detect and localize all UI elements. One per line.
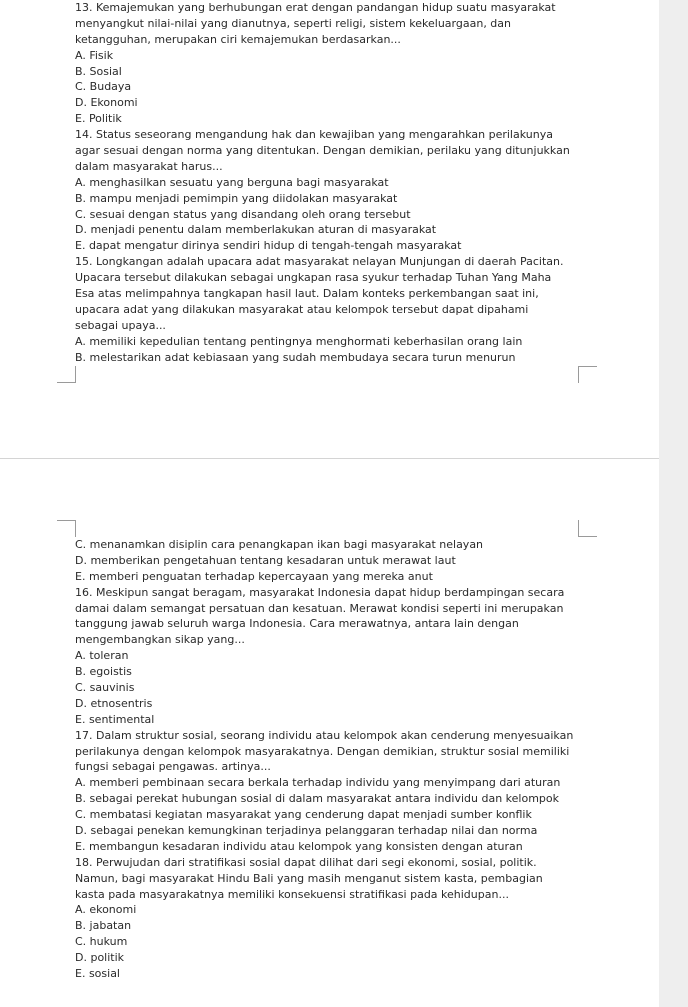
text-line: E. membangun kesadaran individu atau kelompok yang konsisten dengan aturan: [75, 839, 523, 853]
text-line: A. toleran: [75, 649, 129, 663]
page-divider: [0, 458, 659, 459]
crop-mark-bottom-left: [57, 520, 76, 537]
text-line: upacara adat yang dilakukan masyarakat atau kelompok tersebut dapat dipahami: [75, 302, 529, 316]
text-line: B. melestarikan adat kebiasaan yang sudah membudaya secara turun menurun: [75, 350, 516, 364]
text-line: Upacara tersebut dilakukan sebagai ungkapan rasa syukur terhadap Tuhan Yang Maha: [75, 271, 552, 285]
text-line: E. sentimental: [75, 712, 155, 726]
text-line: C. hukum: [75, 935, 128, 949]
text-line: C. membatasi kegiatan masyarakat yang cenderung dapat menjadi sumber konflik: [75, 808, 532, 822]
text-line: 17. Dalam struktur sosial, seorang individu atau kelompok akan cenderung menyesuaikan: [75, 728, 574, 742]
crop-mark-top-right: [578, 366, 597, 383]
text-line: sebagai upaya...: [75, 318, 166, 332]
text-line: D. memberikan pengetahuan tentang kesadaran untuk merawat laut: [75, 553, 456, 567]
text-line: B. egoistis: [75, 665, 132, 679]
text-line: E. memberi penguatan terhadap kepercayaan yang mereka anut: [75, 569, 433, 583]
text-line: E. sosial: [75, 967, 120, 981]
crop-mark-top-left: [57, 366, 76, 383]
text-line: 14. Status seseorang mengandung hak dan kewajiban yang mengarahkan perilakunya: [75, 128, 553, 142]
text-line: Esa atas melimpahnya tangkapan hasil laut. Dalam konteks perkembangan saat ini,: [75, 287, 539, 301]
text-line: D. menjadi penentu dalam memberlakukan aturan di masyarakat: [75, 223, 437, 237]
text-line: fungsi sebagai pengawas. artinya...: [75, 760, 271, 774]
text-line: Namun, bagi masyarakat Hindu Bali yang masih menganut sistem kasta, pembagian: [75, 871, 543, 885]
text-line: menyangkut nilai-nilai yang dianutnya, seperti religi, sistem kekeluargaan, dan: [75, 16, 512, 30]
text-line: D. Ekonomi: [75, 96, 138, 110]
text-line: A. Fisik: [75, 48, 114, 62]
text-line: damai dalam semangat persatuan dan kesatuan. Merawat kondisi seperti ini merupakan: [75, 601, 564, 615]
text-line: B. mampu menjadi pemimpin yang diidolakan masyarakat: [75, 191, 398, 205]
text-line: B. Sosial: [75, 64, 122, 78]
crop-mark-bottom-right: [578, 520, 597, 537]
text-line: E. Politik: [75, 112, 122, 126]
text-line: 13. Kemajemukan yang berhubungan erat dengan pandangan hidup suatu masyarakat: [75, 1, 556, 14]
text-line: D. sebagai penekan kemungkinan terjadinya pelanggaran terhadap nilai dan norma: [75, 824, 538, 838]
text-line: A. ekonomi: [75, 903, 137, 917]
text-line: A. memberi pembinaan secara berkala terhadap individu yang menyimpang dari aturan: [75, 776, 561, 790]
text-line: A. memiliki kepedulian tentang pentingnya menghormati keberhasilan orang lain: [75, 334, 523, 348]
text-line: ketangguhan, merupakan ciri kemajemukan berdasarkan...: [75, 32, 401, 46]
text-line: 15. Longkangan adalah upacara adat masyarakat nelayan Munjungan di daerah Pacitan.: [75, 255, 564, 269]
text-line: kasta pada masyarakatnya memiliki konsekuensi stratifikasi pada kehidupan...: [75, 887, 509, 901]
text-line: B. jabatan: [75, 919, 132, 933]
text-line: D. politik: [75, 951, 125, 965]
text-line: C. sauvinis: [75, 681, 135, 695]
text-line: dalam masyarakat harus...: [75, 159, 223, 173]
text-line: B. sebagai perekat hubungan sosial di dalam masyarakat antara individu dan kelompok: [75, 792, 559, 806]
text-line: tanggung jawab seluruh warga Indonesia. Cara merawatnya, antara lain dengan: [75, 617, 519, 631]
text-line: mengembangkan sikap yang...: [75, 633, 245, 647]
text-line: C. Budaya: [75, 80, 132, 94]
text-line: 16. Meskipun sangat beragam, masyarakat Indonesia dapat hidup berdampingan secara: [75, 585, 565, 599]
text-line: C. sesuai dengan status yang disandang oleh orang tersebut: [75, 207, 411, 221]
text-block-bottom: [75, 537, 655, 982]
text-line: 18. Perwujudan dari stratifikasi sosial dapat dilihat dari segi ekonomi, sosial, politik.: [75, 855, 537, 869]
text-line: D. etnosentris: [75, 696, 153, 710]
text-line: perilakunya dengan kelompok masyarakatnya. Dengan demikian, struktur sosial memiliki: [75, 744, 570, 758]
text-line: agar sesuai dengan norma yang ditentukan. Dengan demikian, perilaku yang ditunjukkan: [75, 144, 570, 158]
side-margin: [659, 0, 688, 1007]
text-line: A. menghasilkan sesuatu yang berguna bagi masyarakat: [75, 175, 389, 189]
text-line: C. menanamkan disiplin cara penangkapan ikan bagi masyarakat nelayan: [75, 538, 484, 551]
text-line: E. dapat mengatur dirinya sendiri hidup di tengah-tengah masyarakat: [75, 239, 462, 253]
text-block-top: [75, 0, 655, 365]
